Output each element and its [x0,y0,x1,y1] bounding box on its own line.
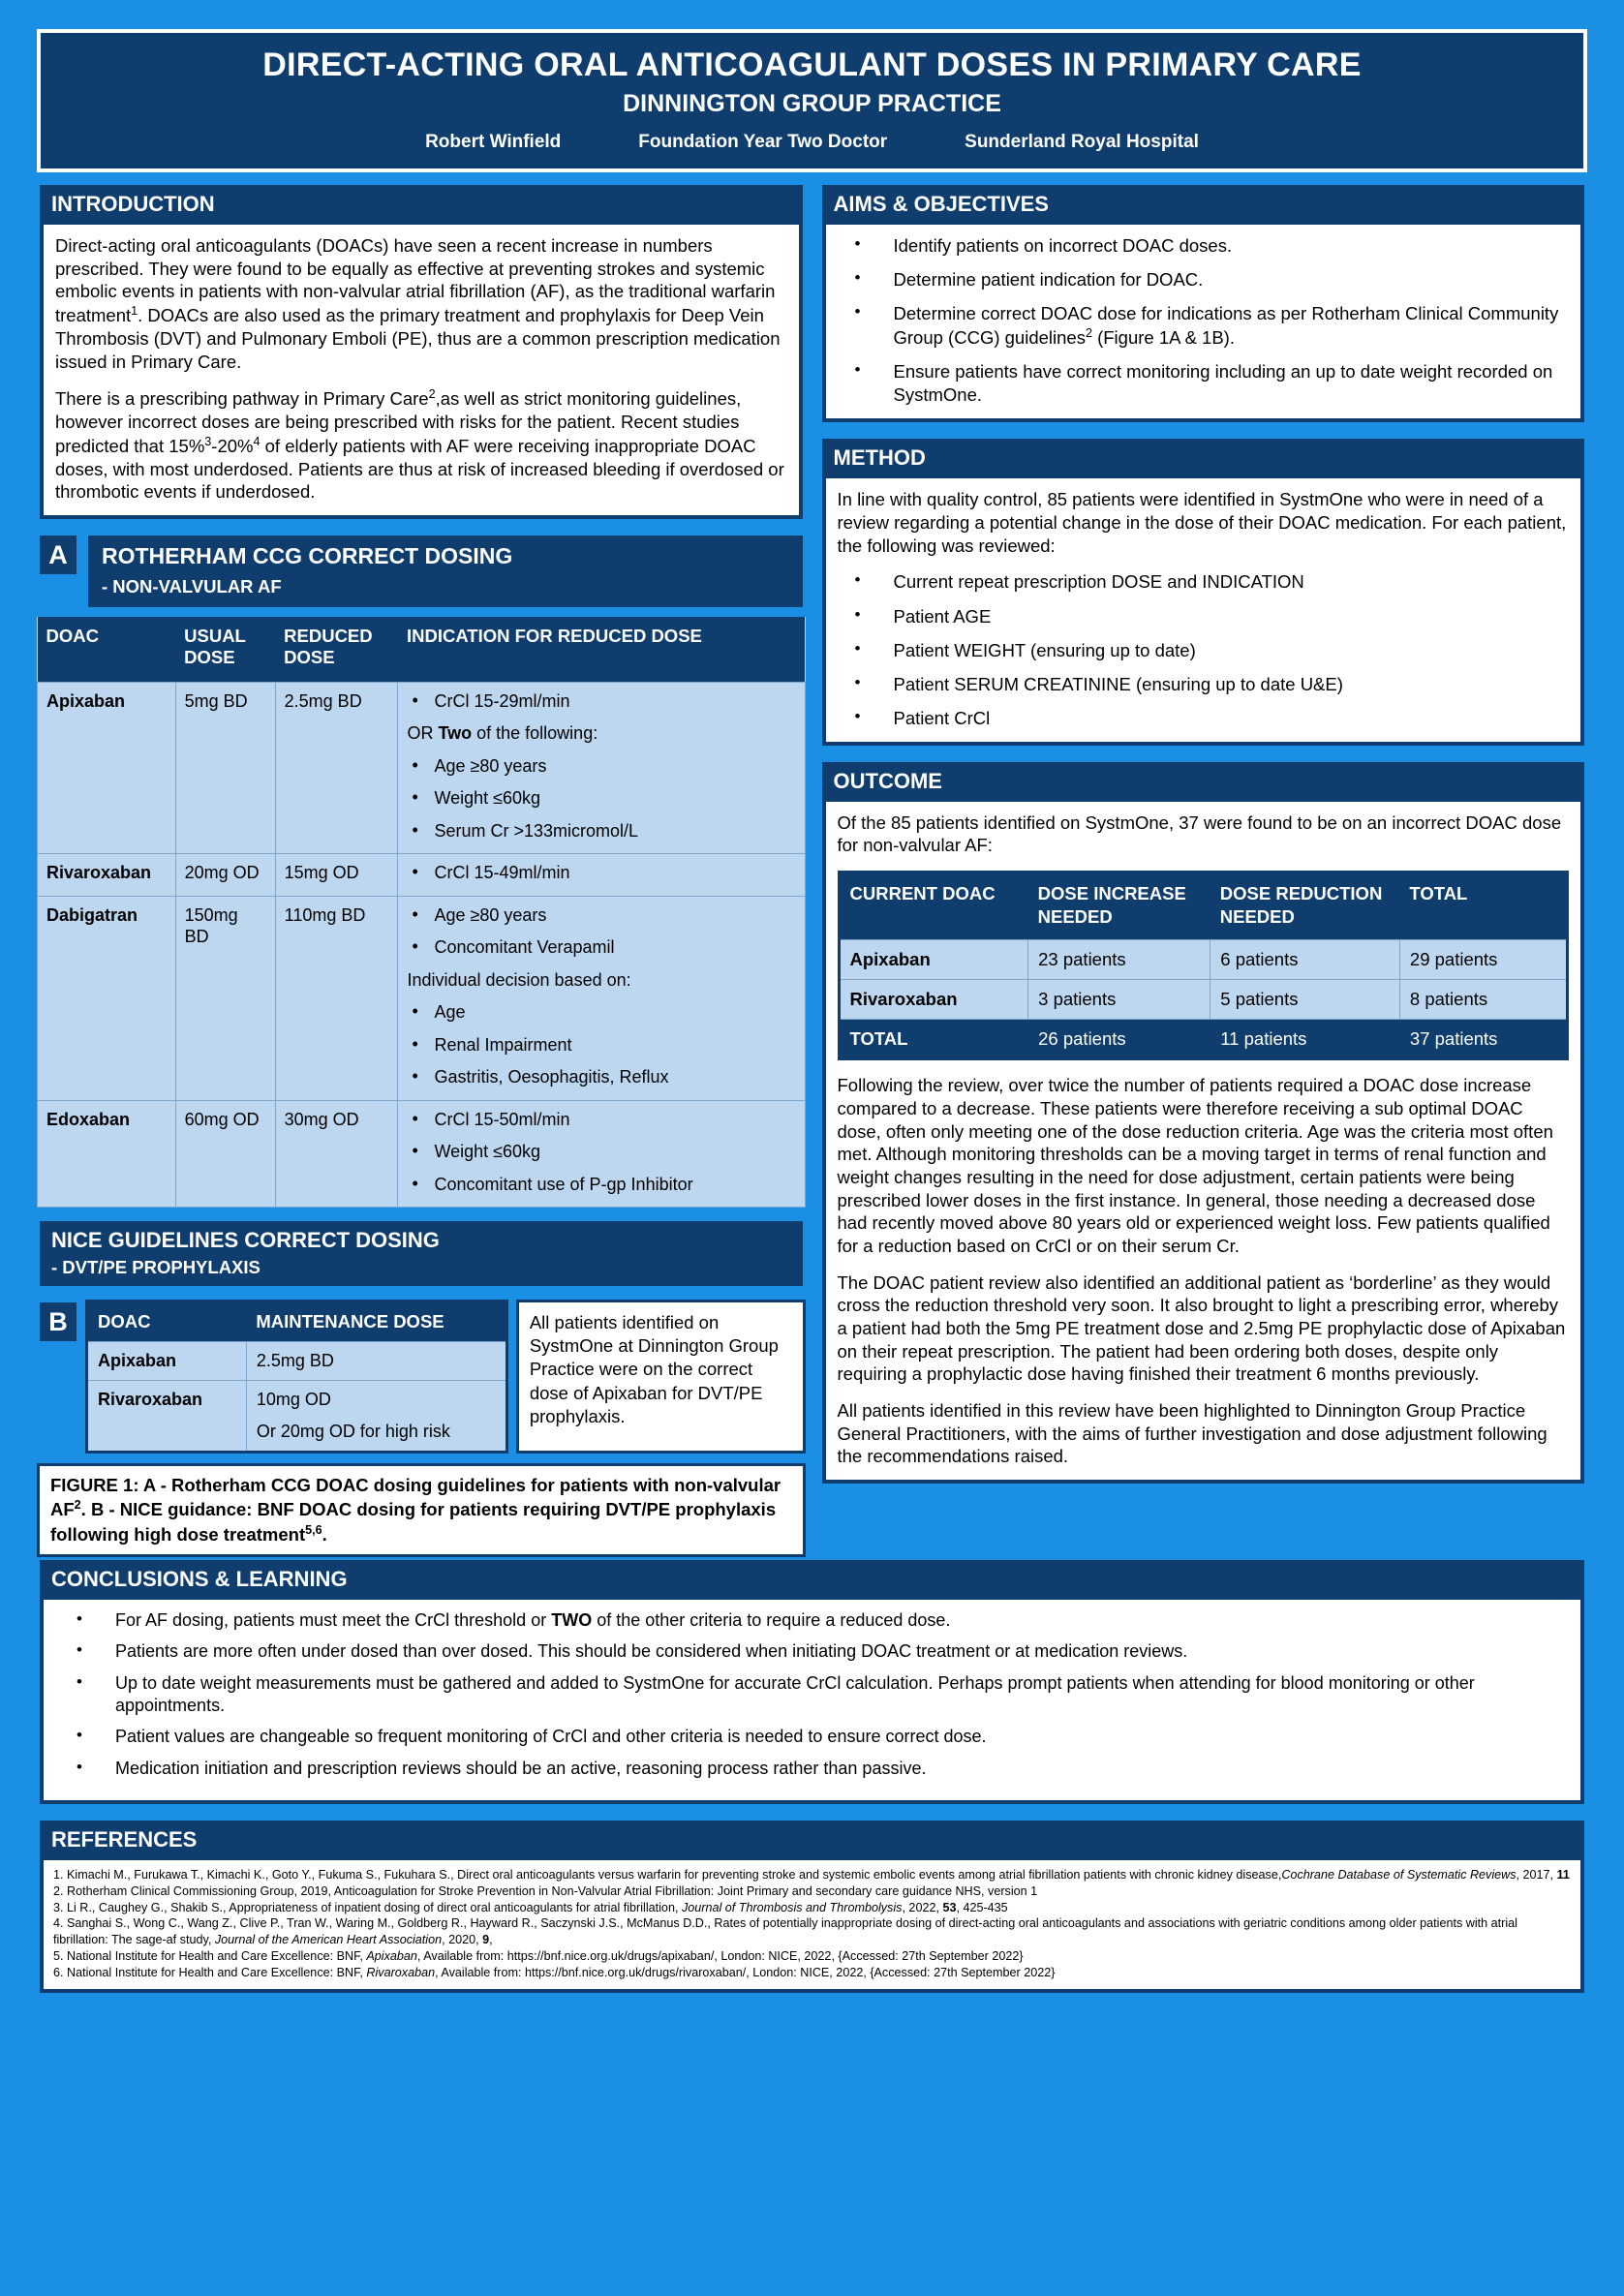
concl-item1-b: of the other criteria to require a reduced dose. [592,1609,951,1630]
indication-text [407,722,795,745]
right-column [819,182,1588,1497]
figure-a-subtitle: - NON-VALVULAR AF [102,575,282,597]
ref4-bold: 9 [482,1933,490,1947]
list-item: • Gastritis, Oesophagitis, Reflux [407,1066,795,1088]
ref5-b: , Available from: https://bnf.nice.org.uk/drugs/apixaban/, London: NICE, 2022, {Accessed: 27th September 2022} [416,1948,1024,1963]
introduction-paragraph-2 [55,386,787,504]
nice-table-body [87,1342,507,1453]
cell-doac: Rivaroxaban [38,854,176,897]
outcome-paragraph-3: All patients identified in this review have been highlighted to Dinnington Group Practice General Practitioners, with the aims of further investigation and dose adjustment following the recommendations raised. [837,1400,1547,1467]
list-item: • Up to date weight measurements must be gathered and added to SystmOne for accurate CrCl calculation. Perhaps prompt patients when attending for blood monitoring or other appointments. [55,1672,1569,1718]
ref1-a: 1. Kimachi M., Furukawa T., Kimachi K., Goto Y., Fukuma S., Fukuhara S., Direct oral anticoagulants versus warfarin for preventing stroke and systemic embolic events among atrial fibrillation patients with chronic kidney disease, [53,1868,1282,1883]
text-bold: Two [438,723,473,744]
list-item: • Patient WEIGHT (ensuring up to date) [838,639,1570,662]
table-header-row [38,617,806,683]
ref3-a: 3. Li R., Caughey G., Shakib S., Appropriateness of inpatient dosing of direct oral anticoagulants for atrial fibrillation, [53,1900,682,1914]
table-row [839,980,1568,1020]
ref6-b: , Available from: https://bnf.nice.org.uk/drugs/rivaroxaban/, London: NICE, 2022, {Accessed: 27th September 2022} [435,1965,1056,1979]
list-item: • Medication initiation and prescription reviews should be an active, reasoning process rather than passive. [55,1758,1569,1780]
col-doac: DOAC [38,617,176,683]
table-row [38,1100,806,1208]
figure-a-titleblock [85,533,806,610]
table-row [87,1342,507,1381]
conclusions-wrapper [37,1557,1587,1807]
figure-a-letter: A [37,533,79,577]
list-item: • Age ≥80 years [407,755,795,778]
indication-list [407,690,795,713]
intro-p2-sup3: 4 [253,434,260,448]
figcap-a: FIGURE 1: A - Rotherham CCG DOAC dosing guidelines for patients with non-valvular AF [50,1475,781,1520]
cell-usual-dose: 60mg OD [175,1100,275,1208]
ref3-b: , 2022, [902,1900,943,1914]
method-panel [819,436,1588,748]
introduction-body [44,225,799,515]
aims-title: AIMS & OBJECTIVES [833,192,1049,216]
aims-panel [819,182,1588,425]
ref3-c: , 425-435 [956,1900,1008,1914]
list-item: • Serum Cr >133micromol/L [407,820,795,842]
method-title: METHOD [833,445,926,471]
text-pre: OR [407,723,439,744]
table-header-row [87,1301,507,1342]
poster-columns [27,182,1597,1557]
list-item: • Current repeat prescription DOSE and INDICATION [838,570,1570,594]
conclusions-panel [37,1557,1587,1807]
author-line [50,132,1574,153]
list-item: • Weight ≤60kg [407,1141,795,1163]
cell-total-reduction: 11 patients [1210,1019,1400,1059]
cell-usual-dose: 20mg OD [175,854,275,897]
figure-a-header [37,533,806,610]
list-item: • Renal Impairment [407,1034,795,1056]
outcome-paragraph-1: Following the review, over twice the number of patients required a DOAC dose increase compared to a decrease. These patients were therefore receiving a sub optimal DOAC dose, often only meeting one of the dose reduction criteria. Age was the criteria most often met. Although monitoring thresholds can be a moving target in terms of renal function and weight changes resulting in the need for dose adjustment, certain patients were being prescribed lower doses in the first instance. In general, those needing a decreased dose had recently moved above 80 years old or experienced weight loss. Few patients qualified for a reduction based on CrCl or on their serum Cr. [837,1075,1553,1257]
list-item: • Patient AGE [838,605,1570,628]
cell-total-increase: 26 patients [1028,1019,1210,1059]
table-row [87,1381,507,1453]
aims-item3-b: (Figure 1A & 1B). [1091,327,1235,349]
poster-subtitle: DINNINGTON GROUP PRACTICE [623,90,1001,117]
list-item [838,302,1570,350]
rotherham-table-head [38,617,806,683]
col-usual-dose: USUAL DOSE [175,617,275,683]
reference-item-1 [53,1867,1571,1883]
cell-indication [398,682,805,854]
indication-text: Individual decision based on: [407,969,631,990]
concl-item1-a: For AF dosing, patients must meet the CrCl threshold or [115,1609,552,1630]
ref4-a: 4. Sanghai S., Wong C., Wang Z., Clive P., Tran W., Waring M., Goldberg R., Hayward R., Saczynski J.S., McManus D.D., Rates of potentially inappropriate dosing of direct-acting oral anticoagulants and associations with geriatric conditions among older patients with atrial fibrillation: The sage-af study, [53,1916,1517,1947]
list-item: • Concomitant use of P-gp Inhibitor [407,1174,795,1196]
col-dose-increase: DOSE INCREASE NEEDED [1028,872,1210,940]
ref1-italic: Cochrane Database of Systematic Reviews [1281,1868,1517,1883]
reference-item-2: 2. Rotherham Clinical Commissioning Group, 2019, Anticoagulation for Stroke Prevention in Non-Valvular Atrial Fibrillation: Joint Primary and secondary care guidance NHS, version 1 [53,1883,1038,1898]
list-item: • Identify patients on incorrect DOAC doses. [838,234,1570,258]
ref5-a: 5. National Institute for Health and Care Excellence: BNF, [53,1948,367,1963]
cell-reduced-dose: 110mg BD [275,896,398,1100]
list-item: • Patients are more often under dosed than over dosed. This should be considered when initiating DOAC treatment or at medication reviews. [55,1640,1569,1663]
figure-b-subtitle: - DVT/PE PROPHYLAXIS [51,1257,260,1278]
introduction-paragraph-1 [55,234,787,373]
dose-line: Or 20mg OD for high risk [256,1422,450,1442]
references-wrapper [37,1818,1587,1996]
intro-p2-d: of elderly patients with AF were receiving inappropriate DOAC doses, with most underdosed. Patients are thus at risk of increased bleeding if overdosed or thrombotic events if underdosed. [55,435,784,503]
concl-item1-bold: TWO [551,1609,593,1630]
aims-item3-sup: 2 [1085,326,1092,341]
col-doac: DOAC [87,1301,247,1342]
aims-list [838,234,1570,407]
references-body [44,1860,1580,1989]
figure-b-header [37,1218,806,1289]
figure-b-title: NICE GUIDELINES CORRECT DOSING [51,1228,440,1253]
cell-dose-reduction: 5 patients [1210,980,1400,1020]
list-item: • CrCl 15-49ml/min [407,862,795,884]
col-total: TOTAL [1399,872,1567,940]
figure-a-title: ROTHERHAM CCG CORRECT DOSING [102,542,513,568]
method-list [838,570,1570,729]
method-intro: In line with quality control, 85 patients were identified in SystmOne who were in need of a review regarding a potential change in the dose of their DOAC medication. For each patient, the following was reviewed: [837,489,1567,556]
indication-list [407,1109,795,1196]
cell-reduced-dose: 15mg OD [275,854,398,897]
aims-item3-a: Determine correct DOAC dose for indications as per Rotherham Clinical Community Group (CCG) guidelines [893,303,1559,349]
figcap-sup1: 2 [74,1498,81,1513]
introduction-panel [37,182,806,522]
method-body [826,478,1581,741]
list-item: • Age [407,1001,795,1024]
introduction-title: INTRODUCTION [51,192,215,216]
col-current-doac: CURRENT DOAC [839,872,1028,940]
intro-p2-sup2: 3 [204,434,212,448]
col-maintenance-dose: MAINTENANCE DOSE [246,1301,506,1342]
intro-p2-sup1: 2 [428,387,436,402]
cell-doac: Rivaroxaban [87,1381,247,1453]
list-item: • CrCl 15-50ml/min [407,1109,795,1131]
table-row [38,896,806,1100]
cell-dose-increase: 23 patients [1028,940,1210,980]
cell-maintenance-dose [246,1342,506,1381]
text-post: of the following: [472,723,598,744]
ref4-c: , [489,1933,493,1947]
cell-total-total: 37 patients [1399,1019,1567,1059]
intro-p1-a: Direct-acting oral anticoagulants (DOACs) have seen a recent increase in numbers prescribed. They were found to be equally as effective at preventing strokes and systemic embolic events in patients with non-valvular atrial fibrillation (AF), as the traditional warfarin treatment [55,235,776,326]
intro-p2-a: There is a prescribing pathway in Primary Care [55,388,429,410]
cell-doac: Apixaban [87,1342,247,1381]
author-institution: Sunderland Royal Hospital [965,132,1199,152]
col-reduced-dose: REDUCED DOSE [275,617,398,683]
list-item: • Determine patient indication for DOAC. [838,268,1570,291]
outcome-table-body [839,940,1568,1059]
intro-p2-b: ,as well as strict monitoring guidelines, however incorrect doses are being prescribed with risks for the patient. Recent studies predicted that 15% [55,388,742,456]
indication-list [407,904,795,959]
list-item: • CrCl 15-29ml/min [407,690,795,713]
table-header-row [839,872,1568,940]
references-title: REFERENCES [51,1827,198,1852]
figure-b-left [37,1300,508,1454]
cell-indication [398,896,805,1100]
conclusions-body [44,1600,1580,1800]
cell-total: 8 patients [1399,980,1567,1020]
aims-body [826,225,1581,418]
intro-p2-c: -20% [211,435,254,456]
conclusions-list [55,1609,1569,1780]
dose-line: 2.5mg BD [256,1351,334,1371]
reference-item-6 [53,1965,1571,1981]
outcome-panel [819,759,1588,1486]
reference-item-4 [53,1915,1571,1947]
list-item: • Concomitant Verapamil [407,936,795,959]
poster-header [37,29,1587,172]
cell-doac: Rivaroxaban [839,980,1028,1020]
table-row [38,682,806,854]
indication-list [407,1001,795,1088]
outcome-paragraph-2: The DOAC patient review also identified an additional patient as ‘borderline’ as they would cross the reduction threshold very soon. It also brought to light a prescribing error, whereby a patient had both the 5mg PE treatment dose and 2.5mg PE prophylactic dose of Apixaban on their repeat prescription. The patient had been ordering both doses, despite only requiring a prophylactic dose having finished their treatment 6 months previously. [837,1271,1566,1385]
figcap-c: . [322,1523,327,1545]
author-role: Foundation Year Two Doctor [638,132,888,152]
ref6-a: 6. National Institute for Health and Care Excellence: BNF, [53,1965,367,1979]
intro-p1-b: . DOACs are also used as the primary treatment and prophylaxis for Deep Vein Thrombosis (DVT) and Pulmonary Emboli (PE), thus are a common prescription medication issued in Primary Care. [55,305,781,372]
cell-dose-increase: 3 patients [1028,980,1210,1020]
references-panel [37,1818,1587,1996]
outcome-intro: Of the 85 patients identified on SystmOne, 37 were found to be on an incorrect DOAC dose for non-valvular AF: [837,811,1562,856]
ref3-italic: Journal of Thrombosis and Thrombolysis [681,1900,903,1914]
table-row-total [839,1019,1568,1059]
cell-usual-dose: 150mg BD [175,896,275,1100]
list-item: • Weight ≤60kg [407,787,795,810]
figure-caption [37,1463,806,1556]
figure-b-note: All patients identified on SystmOne at Dinnington Group Practice were on the correct dose of Apixaban for DVT/PE prophylaxis. [516,1300,806,1454]
outcome-body [826,802,1581,1480]
table-row [38,854,806,897]
dose-line: 10mg OD [256,1390,331,1410]
intro-p1-sup: 1 [131,304,138,319]
figcap-sup2: 5,6 [305,1522,322,1537]
cell-doac: Dabigatran [38,896,176,1100]
indication-list [407,755,795,842]
outcome-table-head [839,872,1568,940]
figure-b-content [37,1300,806,1454]
cell-doac: Edoxaban [38,1100,176,1208]
conclusions-title: CONCLUSIONS & LEARNING [51,1566,348,1591]
outcome-title: OUTCOME [833,768,942,793]
reference-item-3 [53,1900,1571,1916]
ref4-italic: Journal of the American Heart Association [214,1933,443,1947]
list-item: • Patient SERUM CREATININE (ensuring up to date U&E) [838,673,1570,696]
poster-root [27,21,1597,2275]
figcap-b: . B - NICE guidance: BNF DOAC dosing for patients requiring DVT/PE prophylaxis following high dose treatment [50,1499,777,1545]
cell-doac: Apixaban [38,682,176,854]
cell-usual-dose: 5mg BD [175,682,275,854]
list-item [55,1609,1569,1632]
poster-title: DIRECT-ACTING ORAL ANTICOAGULANT DOSES IN PRIMARY CARE [262,46,1362,83]
cell-maintenance-dose [246,1381,506,1453]
cell-indication [398,854,805,897]
left-column [37,182,806,1557]
list-item: • Ensure patients have correct monitoring including an up to date weight recorded on SystmOne. [838,360,1570,407]
reference-item-5 [53,1948,1571,1965]
col-indication: INDICATION FOR REDUCED DOSE [398,617,805,683]
table-row [839,940,1568,980]
ref3-bold: 53 [942,1900,957,1914]
list-item: • Age ≥80 years [407,904,795,927]
cell-total-label: TOTAL [839,1019,1028,1059]
list-item: • Patient CrCl [838,707,1570,730]
rotherham-table-body [38,682,806,1208]
ref1-bold: 11 [1556,1868,1570,1883]
list-item: • Patient values are changeable so frequent monitoring of CrCl and other criteria is needed to ensure correct dose. [55,1726,1569,1748]
ref1-b: , 2017, [1516,1868,1557,1883]
cell-dose-reduction: 6 patients [1210,940,1400,980]
cell-indication [398,1100,805,1208]
cell-doac: Apixaban [839,940,1028,980]
outcome-table [838,871,1570,1060]
nice-table-head [87,1301,507,1342]
author-name: Robert Winfield [425,132,562,152]
nice-dosing-table [85,1300,508,1454]
figure-b-letter: B [37,1300,79,1344]
ref5-italic: Apixaban [366,1948,417,1963]
cell-reduced-dose: 30mg OD [275,1100,398,1208]
ref6-italic: Rivaroxaban [366,1965,436,1979]
col-dose-reduction: DOSE REDUCTION NEEDED [1210,872,1400,940]
indication-list [407,862,795,884]
ref4-b: , 2020, [442,1933,483,1947]
cell-total: 29 patients [1399,940,1567,980]
cell-reduced-dose: 2.5mg BD [275,682,398,854]
rotherham-dosing-table [37,617,806,1209]
